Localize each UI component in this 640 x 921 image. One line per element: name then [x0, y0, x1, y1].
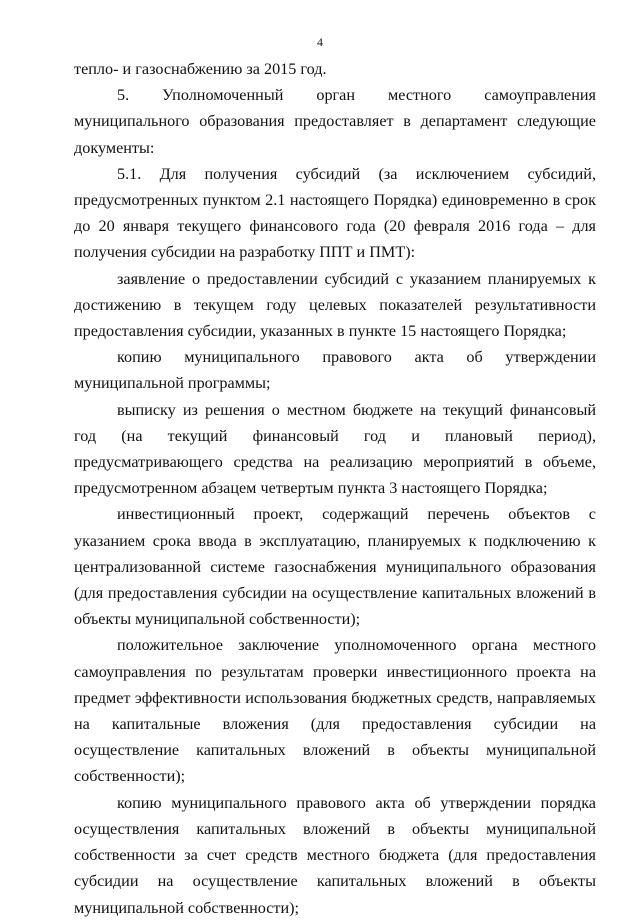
paragraph-application: заявление о предоставлении субсидий с указанием планируемых к достижению в текущем году целевых показателей результативности предоставления субсидии, указанных в пункте 15 настоящего Порядка; [74, 269, 596, 341]
document-body [74, 56, 596, 921]
paragraph-item-5-1: 5.1. Для получения субсидий (за исключением субсидий, предусмотренных пунктом 2.1 настоящего Порядка) единовременно в срок до 20 января текущего финансового года (20 февраля 2016 года – для получения субсидии на разработку ППТ и ПМТ): [74, 164, 596, 262]
paragraph-procedure-act-copy: копию муниципального правового акта об утверждении порядка осуществления капитальных вложений в объекты муниципальной собственности за счет средств местного бюджета (для предоставления субсидии на осуществление капитальных вложений в объекты муниципальной собственности); [74, 793, 596, 917]
paragraph-continuation: тепло- и газоснабжению за 2015 год. [74, 60, 327, 78]
paragraph-investment-project: инвестиционный проект, содержащий перечень объектов с указанием срока ввода в эксплуатацию, планируемых к подключению к централизованной системе газоснабжения муниципального образования (для предоставления субсидии на осуществление капитальных вложений в объекты муниципальной собственности); [74, 505, 596, 629]
paragraph-budget-extract: выписку из решения о местном бюджете на текущий финансовый год (на текущий финансовый год и плановый период), предусматривающего средства на реализацию мероприятий в объеме, предусмотренном абзацем четвертым пункта 3 настоящего Порядка; [74, 400, 596, 498]
paragraph-positive-conclusion: положительное заключение уполномоченного органа местного самоуправления по результатам проверки инвестиционного проекта на предмет эффективности использования бюджетных средств, направляемых на капитальные вложения (для предоставления субсидии на осуществление капитальных вложений в объекты муниципальной собственности); [74, 636, 596, 786]
paragraph-program-act-copy: копию муниципального правового акта об утверждении муниципальной программы; [74, 348, 596, 393]
paragraph-item-5: 5. Уполномоченный орган местного самоуправления муниципального образования предоставляет в департамент следующие документы: [74, 86, 596, 157]
page-number: 4 [317, 35, 323, 49]
